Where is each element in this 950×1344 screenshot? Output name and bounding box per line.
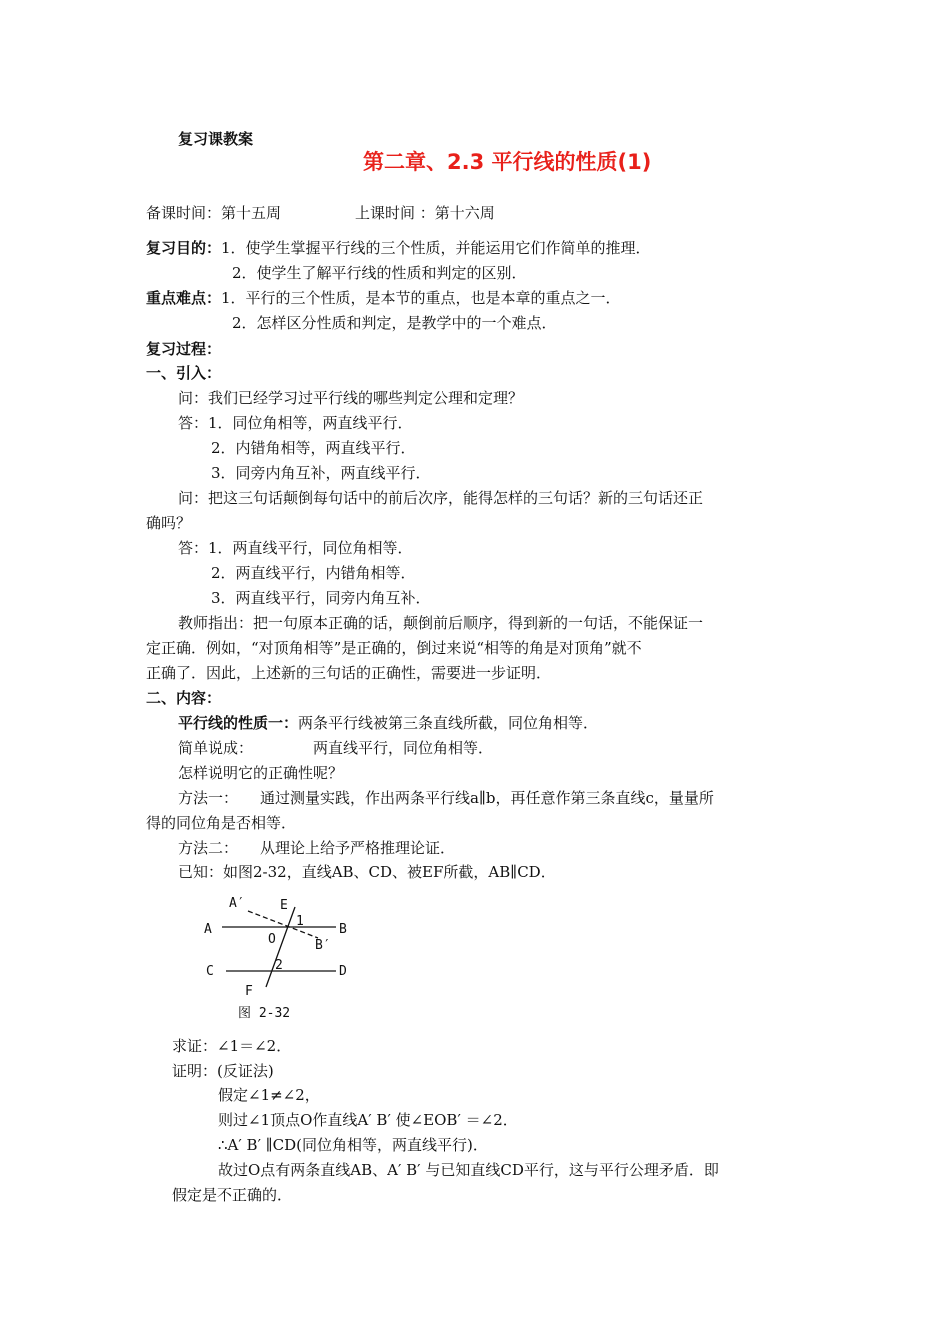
method-1-label: 方法一： [178,789,239,807]
property-row [178,713,598,733]
goals-label: 复习目的： [146,239,222,257]
label-a: A [204,922,212,937]
section1-heading: 一、引入： [146,364,222,382]
method-1-text: 通过测量实践，作出两条平行线a∥b，再任意作第三条直线c，量量所 [260,789,714,807]
proof-step-4-line-2: 假定是不正确的． [172,1186,293,1204]
goals-item-2: 2．使学生了解平行线的性质和判定的区别． [232,264,527,282]
teacher-note-line-1: 教师指出：把一句原本正确的话，颠倒前后顺序，得到新的一句话，不能保证一 [178,614,704,632]
key-points-item-2: 2．怎样区分性质和判定，是教学中的一个难点． [232,314,557,332]
proof-step-1: 假定∠1≠∠2， [218,1086,320,1104]
prove-statement: 求证：∠1＝∠2． [172,1037,292,1055]
property-text: 两条平行线被第三条直线所截，同位角相等． [298,714,599,732]
answer-2-item-2: 2．两直线平行，内错角相等． [211,564,416,582]
answer-2-item-1: 答：1．两直线平行，同位角相等． [178,539,413,557]
page-title: 第二章、2.3 平行线的性质(1) [363,150,652,174]
label-b: B [339,922,347,937]
label-d: D [339,964,347,979]
question-2-line-1: 问：把这三句话颠倒每句话中的前后次序，能得怎样的三句话？新的三句话还正 [178,489,704,507]
proof-step-4-line-1: 故过O点有两条直线AB、A′ B′ 与已知直线CD平行，这与平行公理矛盾．即 [218,1161,719,1179]
process-label: 复习过程： [146,340,222,358]
answer-1-item-2: 2．内错角相等，两直线平行． [211,439,416,457]
answer-2-item-3: 3．两直线平行，同旁内角互补． [211,589,431,607]
label-o: O [268,932,276,947]
label-b-prime: B′ [315,938,331,953]
prep-time: 备课时间：第十五周 [146,204,282,222]
figure-2-32 [196,893,366,1025]
label-a-prime: A′ [229,896,245,911]
proof-step-3: ∴A′ B′ ∥CD(同位角相等，两直线平行)． [218,1136,488,1154]
proof-step-2: 则过∠1顶点O作直线A′ B′ 使∠EOB′ ＝∠2． [218,1111,518,1129]
figure-caption: 图 2-32 [238,1006,291,1021]
class-time: 上课时间 ：第十六周 [355,204,495,222]
section2-heading: 二、内容： [146,689,222,707]
simple-label: 简单说成： [178,739,254,757]
key-points-row-1 [146,288,621,308]
label-f: F [245,984,253,999]
simple-text: 两直线平行，同位角相等． [313,739,494,757]
given-text: 已知：如图2-32，直线AB、CD、被EF所截，AB∥CD． [178,863,556,881]
header-label: 复习课教案 [178,130,254,148]
teacher-note-line-2: 定正确．例如，“对顶角相等”是正确的，倒过来说“相等的角是对顶角”就不 [146,639,642,657]
line-ap-bp [248,911,318,938]
line-ef [266,907,295,987]
key-points-label: 重点难点： [146,289,222,307]
goals-row-1 [146,238,651,258]
label-c: C [206,964,214,979]
answer-1-item-3: 3．同旁内角互补，两直线平行． [211,464,431,482]
question-1: 问：我们已经学习过平行线的哪些判定公理和定理？ [178,389,524,407]
label-angle-1: 1 [296,914,304,929]
answer-1-item-1: 答：1．同位角相等，两直线平行． [178,414,413,432]
label-angle-2: 2 [275,958,283,973]
key-points-item-1: 1．平行的三个性质，是本节的重点，也是本章的重点之一． [221,289,621,307]
property-label: 平行线的性质一： [178,714,299,732]
teacher-note-line-3: 正确了．因此，上述新的三句话的正确性，需要进一步证明． [146,664,552,682]
how-question: 怎样说明它的正确性呢？ [178,764,344,782]
question-2-line-2: 确吗？ [146,514,192,532]
method-1-line-2: 得的同位角是否相等． [146,814,297,832]
goals-item-1: 1．使学生掌握平行线的三个性质，并能运用它们作简单的推理． [221,239,651,257]
label-e: E [280,898,288,913]
proof-label: 证明：(反证法) [172,1062,274,1080]
method-2-label: 方法二： [178,839,239,857]
method-2-text: 从理论上给予严格推理论证． [260,839,456,857]
